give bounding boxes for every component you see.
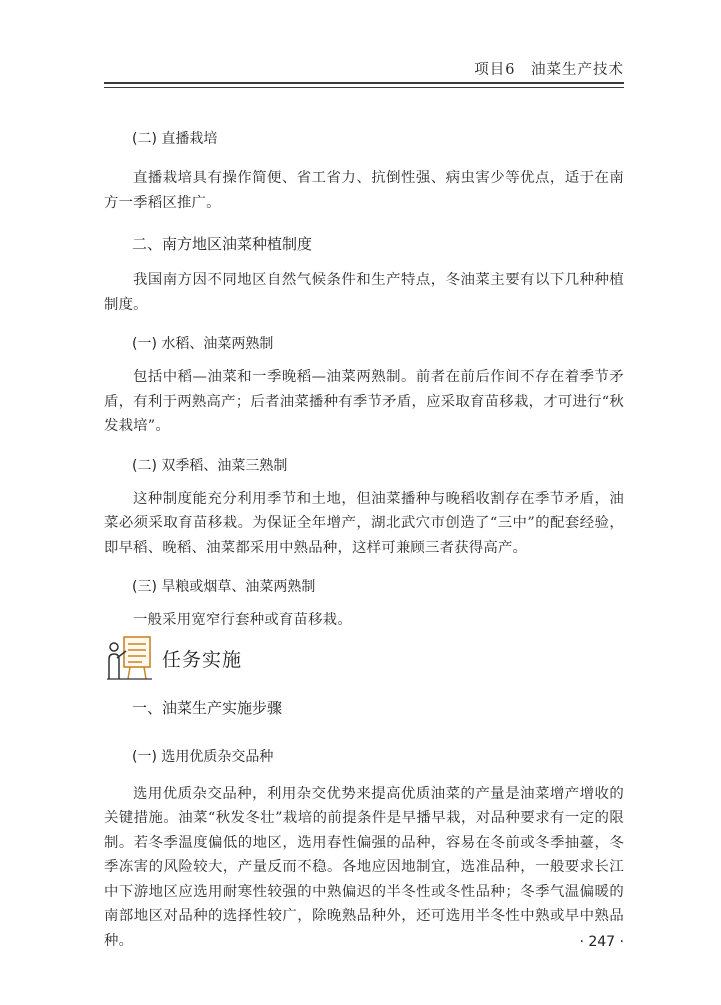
page-number: · 247 ·	[579, 934, 624, 950]
paragraph-double-rice-rape: 这种制度能充分利用季节和土地，但油菜播种与晚稻收割存在季节矛盾，油菜必须采取育苗移栽。为保证全年增产，湖北武穴市创造了“三中”的配套经验，即早稻、晚稻、油菜都采用中熟品种，这样可兼顾三者获得高产。	[104, 490, 624, 556]
header-rule-thick	[104, 82, 624, 84]
task-banner	[106, 635, 624, 683]
paragraph-southern-systems: 我国南方因不同地区自然气候条件和生产特点，冬油菜主要有以下几种种植制度。	[104, 272, 624, 313]
paragraph-dryland-rape: 一般采用宽窄行套种或育苗移栽。	[133, 612, 352, 628]
running-header: 项目6 油菜生产技术	[474, 62, 624, 78]
page-content	[104, 128, 624, 953]
heading-select-hybrid: (一) 选用优质杂交品种	[132, 748, 274, 765]
teacher-board-icon	[106, 635, 156, 683]
header-rule-thin	[104, 87, 624, 88]
paragraph-direct-seeding: 直播栽培具有操作简便、省工省力、抗倒性强、病虫害少等优点，适于在南方一季稻区推广。	[104, 170, 624, 211]
heading-southern-systems: 二、南方地区油菜种植制度	[132, 235, 313, 253]
heading-rice-rape-two: (一) 水稻、油菜两熟制	[132, 336, 274, 352]
paragraph-select-hybrid: 选用优质杂交品种，利用杂交优势来提高优质油菜的产量是油菜增产增收的关键措施。油菜“秋发冬壮”栽培的前提条件是早播早栽，对品种要求有一定的限制。若冬季温度偏低的地区，选用春性偏强的品种，容易在冬前或冬季抽薹，冬季冻害的风险较大，产量反而不稳。各地应因地制宜，选准品种，一般要求长江中下游地区应选用耐寒性较强的中熟偏迟的半冬性或冬性品种；冬季气温偏暖的南部地区对品种的选择性较广，除晚熟品种外，还可选用半冬性中熟或早中熟品种。	[104, 785, 624, 949]
paragraph-rice-rape-two: 包括中稻—油菜和一季晚稻—油菜两熟制。前者在前后作间不存在着季节矛盾，有利于两熟高产；后者油菜播种有季节矛盾，应采取育苗移栽，才可进行“秋发栽培”。	[104, 369, 624, 434]
heading-dryland-rape: (三) 旱粮或烟草、油菜两熟制	[132, 579, 316, 595]
heading-double-rice-rape: (二) 双季稻、油菜三熟制	[132, 457, 288, 474]
heading-direct-seeding: (二) 直播栽培	[132, 131, 218, 147]
task-title: 任务实施	[162, 649, 243, 671]
heading-production-steps: 一、油菜生产实施步骤	[132, 698, 283, 717]
